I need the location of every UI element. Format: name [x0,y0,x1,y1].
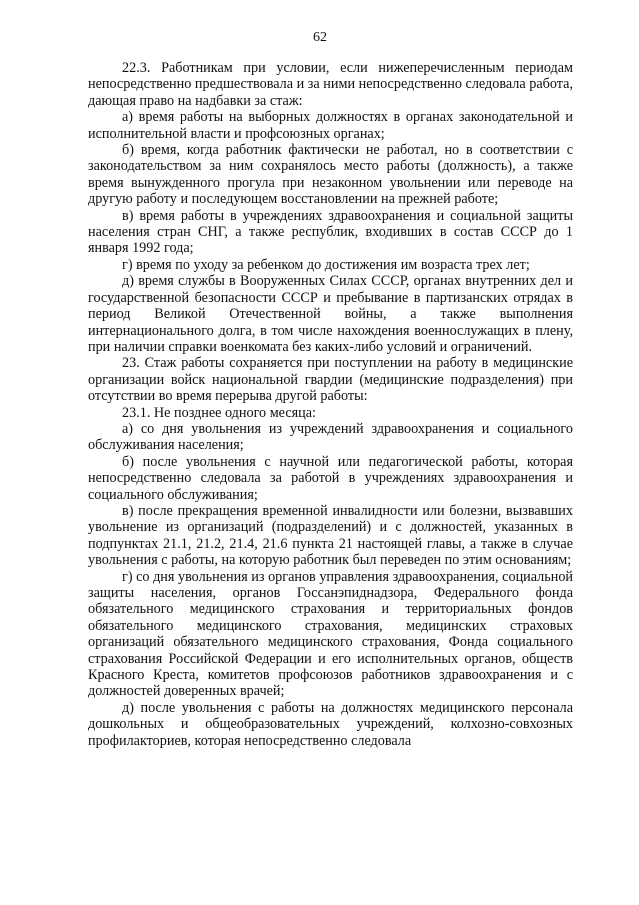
paragraph-22-3-g: г) время по уходу за ребенком до достижения им возраста трех лет; [122,256,530,273]
paragraph-22-3-v: в) время работы в учреждениях здравоохранения и социальной защиты населения стран СНГ, а также республик, входивших в состав СССР до 1 января 1992 года; [88,207,573,257]
paragraph-22-3-d: д) время службы в Вооруженных Силах СССР, органах внутренних дел и государственной безопасности СССР и пребывание в партизанских отрядах в период Великой Отечественной войны, а также выполнения интернационального долга, в том числе нахождения военнослужащих в плену, при наличии справки военкомата без каких-либо условий и ограничений. [88,273,573,355]
paragraph-23-1-g: г) со дня увольнения из органов управления здравоохранения, социальной защиты населения, органов Госсанэпиднадзора, Федерального фонда обязательного медицинского страхования и территориальных фондов обязательного медицинского страхования, медицинских страховых организаций обязательного медицинского страхования, Фонда социального страхования Российской Федерации и его исполнительных органов, обществ Красного Креста, комитетов профсоюзов работников здравоохранения и с должностей доверенных врачей; [88,568,573,700]
page-number: 62 [313,30,327,45]
paragraph-23-1: 23.1. Не позднее одного месяца: [122,404,316,421]
paragraph-22-3-b: б) время, когда работник фактически не работал, но в соответствии с законодательством за ним сохранялось место работы (должность), а также время вынужденного прогула при незаконном увольнении или переводе на другую работу и последующем восстановлении на прежней работе; [88,142,573,208]
paragraph-23: 23. Стаж работы сохраняется при поступлении на работу в медицинские организации войск национальной гвардии (медицинские подразделения) при отсутствии во время перерыва другой работы: [88,355,573,405]
paragraph-22-3-a: а) время работы на выборных должностях в органах законодательной и исполнительной власти и профсоюзных органах; [88,109,573,142]
paragraph-23-1-v: в) после прекращения временной инвалидности или болезни, вызвавших увольнение из организаций (подразделений) и с должностей, указанных в подпунктах 21.1, 21.2, 21.4, 21.6 пункта 21 настоящей главы, а также в случае увольнения с работы, на которую работник был переведен по этим основаниям; [88,502,573,569]
document-body [88,60,573,749]
paragraph-22-3: 22.3. Работникам при условии, если нижеперечисленным периодам непосредственно предшествовала и за ними непосредственно следовала работа, дающая право на надбавки за стаж: [88,60,573,109]
paragraph-23-1-a: а) со дня увольнения из учреждений здравоохранения и социального обслуживания населения; [88,420,573,454]
paragraph-23-1-b: б) после увольнения с научной или педагогической работы, которая непосредственно следовала за работой в учреждениях здравоохранения и социального обслуживания; [88,453,573,503]
paragraph-23-1-d: д) после увольнения с работы на должностях медицинского персонала дошкольных и общеобразовательных учреждений, колхозно-совхозных профилакториев, которая непосредственно следовала [88,699,573,749]
